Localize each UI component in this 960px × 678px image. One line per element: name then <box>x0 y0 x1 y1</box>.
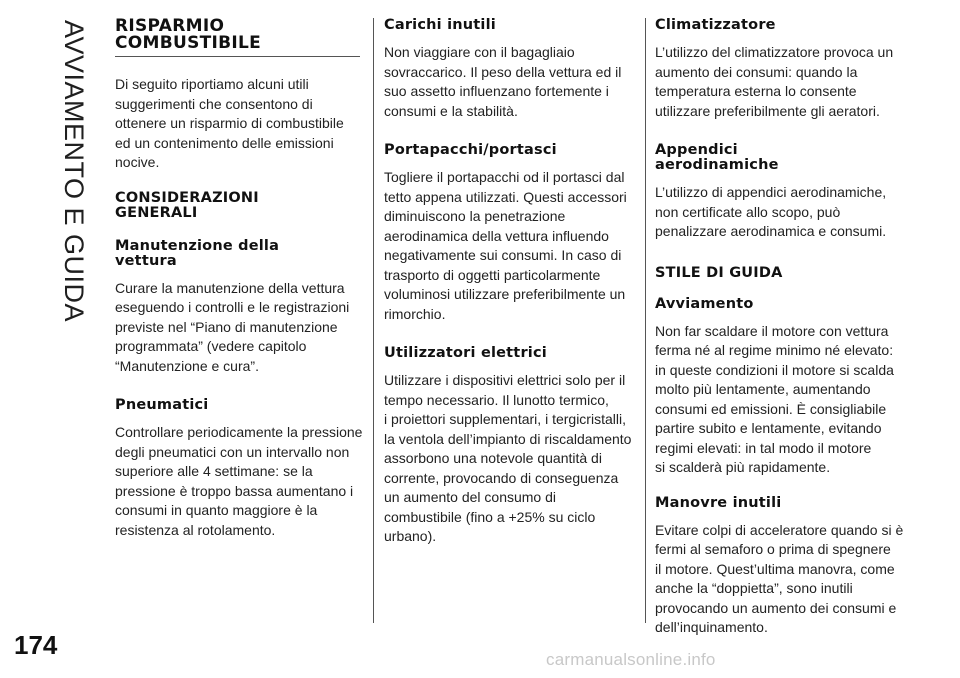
driving-style-heading: STILE DI GUIDA <box>655 264 783 281</box>
column-3 <box>655 18 905 638</box>
subsection-heading: CONSIDERAZIONI GENERALI <box>115 189 259 221</box>
manoeuvres-paragraph: Evitare colpi di acceleratore quando si è fermi al semaforo o prima di spegnere il motore. Quest’ultima manovra, come anche la “doppietta”, sono inutili provocando un aumento dei consumi e dell’inquinamento. <box>655 521 904 635</box>
maintenance-paragraph: Curare la manutenzione della vettura eseguendo i controlli e le registrazioni previste nel “Piano di manutenzione programmata” (vedere capitolo “Manutenzione e cura”. <box>115 279 350 374</box>
manoeuvres-heading: Manovre inutili <box>655 494 782 511</box>
title-underline <box>115 56 360 57</box>
loads-paragraph: Non viaggiare con il bagagliaio sovraccarico. Il peso della vettura ed il suo assetto influenzano fortemente i consumi e la stabilità. <box>384 44 622 119</box>
watermark: carmanualsonline.info <box>546 650 716 669</box>
startup-heading: Avviamento <box>655 295 754 312</box>
roof-rack-paragraph: Togliere il portapacchi od il portasci dal tetto appena utilizzati. Questi accessori diminuiscono la penetrazione aerodinamica della vettura influendo negativamente sui consumi. In caso di trasporto di oggetti particolarmente voluminosi utilizzare preferibilmente un rimorchio. <box>384 169 627 322</box>
aero-heading: Appendici aerodinamiche <box>655 142 779 173</box>
electrical-heading: Utilizzatori elettrici <box>384 345 547 361</box>
climate-paragraph: L’utilizzo del climatizzatore provoca un aumento dei consumi: quando la temperatura esterna lo consente utilizzare preferibilmente gli aeratori. <box>655 44 894 119</box>
maintenance-heading: Manutenzione della vettura <box>115 237 280 269</box>
column-divider <box>373 18 374 623</box>
electrical-paragraph: Utilizzare i dispositivi elettrici solo per il tempo necessario. Il lunotto termico, i proiettori supplementari, i tergicristalli, la ventola dell’impianto di riscaldamento assorbono una notevole quantità di corrente, provocando di conseguenza un aumento del consumo di combustibile (fino a +25% su ciclo urbano). <box>384 372 632 544</box>
intro-paragraph: Di seguito riportiamo alcuni utili suggerimenti che consentono di ottenere un risparmio di combustibile ed un contenimento delle emissioni nocive. <box>115 76 344 170</box>
loads-heading: Carichi inutili <box>384 17 496 33</box>
section-title: RISPARMIO COMBUSTIBILE <box>115 16 262 53</box>
climate-heading: Climatizzatore <box>655 17 776 33</box>
column-divider <box>645 18 646 623</box>
chapter-side-title: AVVIAMENTO E GUIDA <box>59 20 89 323</box>
column-1 <box>115 18 365 540</box>
tyres-paragraph: Controllare periodicamente la pressione degli pneumatici con un intervallo non superiore alle 4 settimane: se la pressione è troppo bassa aumentano i consumi in quanto maggiore è la resistenza al rotolamento. <box>115 424 363 538</box>
column-2 <box>384 18 636 547</box>
roof-rack-heading: Portapacchi/portasci <box>384 142 557 158</box>
tyres-heading: Pneumatici <box>115 397 209 413</box>
aero-paragraph: L’utilizzo di appendici aerodinamiche, non certificate allo scopo, può penalizzare aerodinamica e consumi. <box>655 184 887 239</box>
page-number: 174 <box>14 630 58 660</box>
startup-paragraph: Non far scaldare il motore con vettura ferma né al regime minimo né elevato: in queste condizioni il motore si scalda molto più lentamente, aumentando consumi ed emissioni. È consigliabile partire subito e lentamente, evitando regimi elevati: in tal modo il motore si scalderà più rapidamente. <box>655 322 894 475</box>
